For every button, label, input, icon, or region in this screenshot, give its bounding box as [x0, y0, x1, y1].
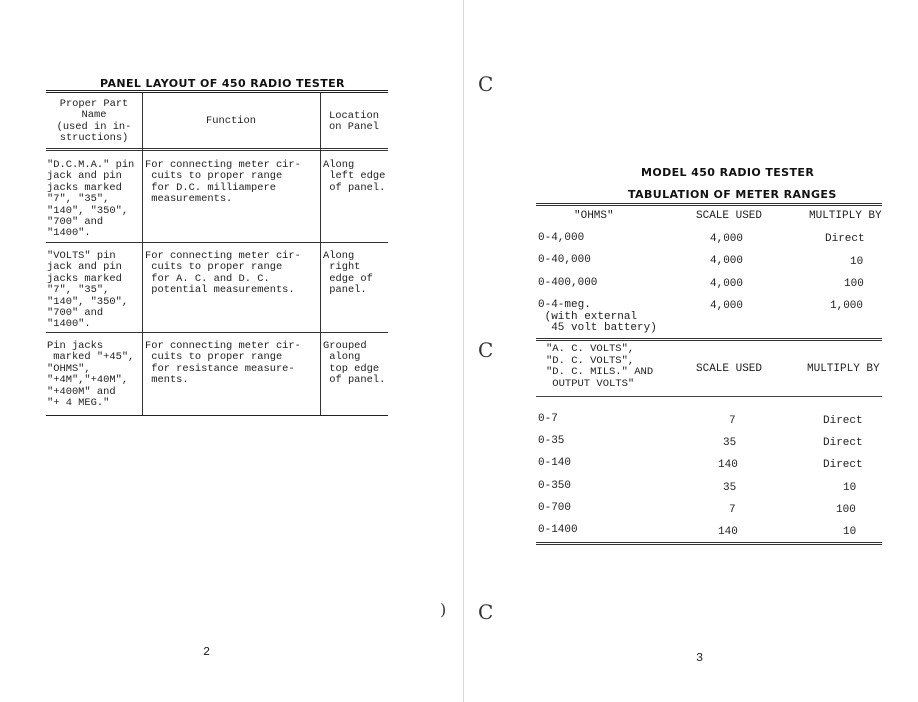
ohms-range: 0-40,000	[538, 254, 591, 266]
volts-range: 0-35	[538, 435, 565, 447]
ohms-scale: 4,000	[710, 255, 744, 267]
page-number-right: 3	[696, 651, 704, 665]
bottom-rule	[536, 542, 882, 545]
model-title: MODEL 450 RADIO TESTER	[641, 166, 815, 179]
binding-ring-mark: )	[440, 600, 447, 619]
binding-ring-mark: C	[478, 338, 494, 362]
row-volts-function: For connecting meter cir- cuits to proper range for A. C. and D. C. potential measurements.	[145, 250, 301, 297]
volts-multiply-header: MULTIPLY BY	[807, 363, 880, 375]
ohms-range: 0-4-meg. (with external 45 volt battery)	[538, 299, 657, 334]
volts-multiply: 10	[843, 526, 857, 538]
volts-scale: 7	[729, 504, 736, 516]
ohms-range: 0-400,000	[538, 277, 598, 289]
page-number-left: 2	[203, 645, 211, 659]
panel-layout-title: PANEL LAYOUT OF 450 RADIO TESTER	[100, 77, 345, 90]
meter-ranges-title: TABULATION OF METER RANGES	[628, 188, 837, 201]
volts-range: 0-350	[538, 480, 572, 492]
volts-header: "A. C. VOLTS", "D. C. VOLTS", "D. C. MILS." AND OUTPUT VOLTS"	[546, 343, 654, 390]
row-pinjacks-function: For connecting meter cir- cuits to proper range for resistance measure- ments.	[145, 340, 301, 387]
volts-scale: 7	[729, 415, 736, 427]
row-volts-location: Along right edge of panel.	[323, 250, 373, 297]
volts-multiply: 100	[836, 504, 856, 516]
ohms-multiply: 100	[844, 278, 864, 290]
binding-ring-mark: C	[478, 72, 494, 96]
ohms-scale-header: SCALE USED	[696, 210, 763, 222]
row-volts-name: "VOLTS" pin jack and pin jacks marked "7", "35", "140", "350", "700" and "1400".	[47, 250, 129, 331]
middle-rule	[536, 338, 882, 341]
header-function: Function	[206, 115, 256, 127]
volts-range: 0-140	[538, 457, 572, 469]
ohms-multiply: 10	[850, 256, 864, 268]
volts-scale: 140	[718, 526, 738, 538]
ohms-scale: 4,000	[710, 278, 744, 290]
row-pinjacks-name: Pin jacks marked "+45", "OHMS", "+4M","+40M", "+400M" and "+ 4 MEG."	[47, 340, 135, 410]
header-location: Location on Panel	[329, 110, 379, 134]
binding-ring-mark: C	[478, 600, 494, 624]
ohms-multiply: Direct	[825, 233, 865, 245]
ohms-multiply: 1,000	[830, 300, 864, 312]
right-page	[460, 0, 918, 702]
ohms-scale: 4,000	[710, 233, 744, 245]
volts-range: 0-1400	[538, 524, 578, 536]
volts-range: 0-7	[538, 413, 558, 425]
volts-multiply: Direct	[823, 459, 863, 471]
ohms-multiply-header: MULTIPLY BY	[809, 210, 882, 222]
ohms-scale: 4,000	[710, 300, 744, 312]
volts-header-rule	[536, 396, 882, 397]
row-pinjacks-location: Grouped along top edge of panel.	[323, 340, 386, 387]
volts-scale: 35	[723, 482, 737, 494]
row-dcma-name: "D.C.M.A." pin jack and pin jacks marked "7", "35", "140", "350", "700" and "1400".	[47, 159, 135, 240]
volts-range: 0-700	[538, 502, 572, 514]
top-rule	[536, 203, 882, 206]
row-dcma-location: Along left edge of panel.	[323, 159, 386, 194]
volts-multiply: Direct	[823, 437, 863, 449]
volts-scale-header: SCALE USED	[696, 363, 763, 375]
header-part-name: Proper Part Name (used in in- structions)	[56, 98, 132, 145]
ohms-range: 0-4,000	[538, 232, 585, 244]
volts-scale: 140	[718, 459, 738, 471]
row-dcma-function: For connecting meter cir- cuits to proper range for D.C. milliampere measurements.	[145, 159, 301, 206]
ohms-header: "OHMS"	[574, 210, 614, 222]
panel-layout-table	[46, 90, 388, 416]
volts-multiply: Direct	[823, 415, 863, 427]
volts-multiply: 10	[843, 482, 857, 494]
volts-scale: 35	[723, 437, 737, 449]
